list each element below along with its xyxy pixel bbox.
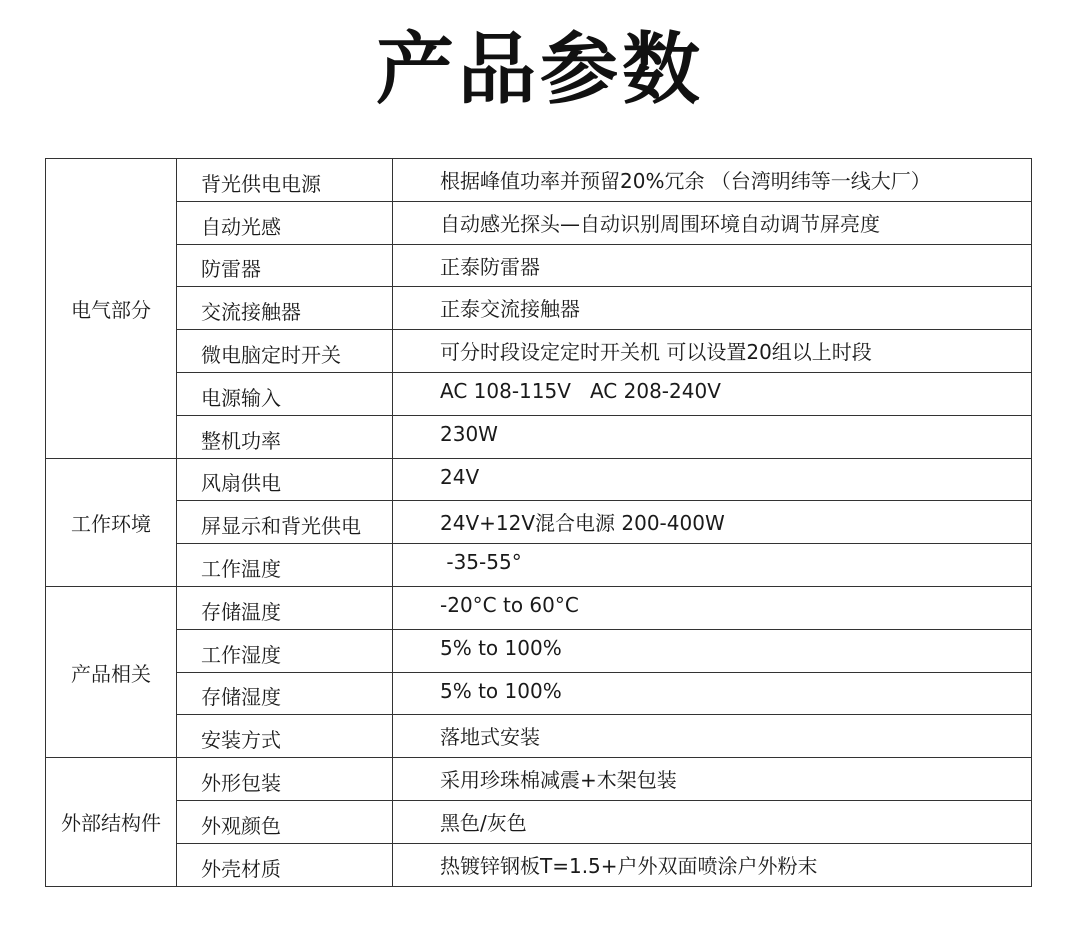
param-value: 可分时段设定定时开关机 可以设置20组以上时段	[393, 330, 1032, 373]
table-row	[46, 458, 1032, 501]
param-name: 自动光感	[177, 201, 393, 244]
page-title: 产品参数	[375, 25, 704, 115]
param-value: 5% to 100%	[393, 629, 1032, 672]
param-value: 热镀锌钢板T=1.5+户外双面喷涂户外粉末	[393, 843, 1032, 886]
table-row	[46, 715, 1032, 758]
table-row	[46, 800, 1032, 843]
param-name: 整机功率	[177, 415, 393, 458]
param-name: 交流接触器	[177, 287, 393, 330]
table-row	[46, 201, 1032, 244]
param-value: -35-55°	[393, 544, 1032, 587]
group-label: 工作环境	[46, 458, 177, 586]
table-row	[46, 415, 1032, 458]
param-value: 24V+12V混合电源 200-400W	[393, 501, 1032, 544]
table-row	[46, 758, 1032, 801]
param-name: 存储温度	[177, 586, 393, 629]
param-name: 存储湿度	[177, 672, 393, 715]
param-name: 电源输入	[177, 372, 393, 415]
table-row	[46, 287, 1032, 330]
param-value: 正泰防雷器	[393, 244, 1032, 287]
param-name: 工作温度	[177, 544, 393, 587]
param-name: 工作湿度	[177, 629, 393, 672]
param-name: 屏显示和背光供电	[177, 501, 393, 544]
param-value: -20°C to 60°C	[393, 586, 1032, 629]
spec-table	[45, 158, 1032, 887]
param-name: 防雷器	[177, 244, 393, 287]
group-label: 外部结构件	[46, 758, 177, 886]
param-name: 背光供电电源	[177, 159, 393, 202]
param-name: 外观颜色	[177, 800, 393, 843]
param-value: 根据峰值功率并预留20%冗余 （台湾明纬等一线大厂）	[393, 159, 1032, 202]
param-value: 自动感光探头—自动识别周围环境自动调节屏亮度	[393, 201, 1032, 244]
table-row	[46, 159, 1032, 202]
param-value: AC 108-115V AC 208-240V	[393, 372, 1032, 415]
table-row	[46, 586, 1032, 629]
table-row	[46, 372, 1032, 415]
param-name: 微电脑定时开关	[177, 330, 393, 373]
table-row	[46, 843, 1032, 886]
table-row	[46, 330, 1032, 373]
param-value: 正泰交流接触器	[393, 287, 1032, 330]
group-label: 产品相关	[46, 586, 177, 757]
param-value: 24V	[393, 458, 1032, 501]
param-value: 5% to 100%	[393, 672, 1032, 715]
param-name: 风扇供电	[177, 458, 393, 501]
param-name: 安装方式	[177, 715, 393, 758]
param-value: 230W	[393, 415, 1032, 458]
param-name: 外壳材质	[177, 843, 393, 886]
table-row	[46, 501, 1032, 544]
param-value: 落地式安装	[393, 715, 1032, 758]
param-name: 外形包装	[177, 758, 393, 801]
table-row	[46, 672, 1032, 715]
group-label: 电气部分	[46, 159, 177, 459]
table-row	[46, 629, 1032, 672]
param-value: 采用珍珠棉减震+木架包装	[393, 758, 1032, 801]
table-row	[46, 244, 1032, 287]
table-row	[46, 544, 1032, 587]
param-value: 黑色/灰色	[393, 800, 1032, 843]
